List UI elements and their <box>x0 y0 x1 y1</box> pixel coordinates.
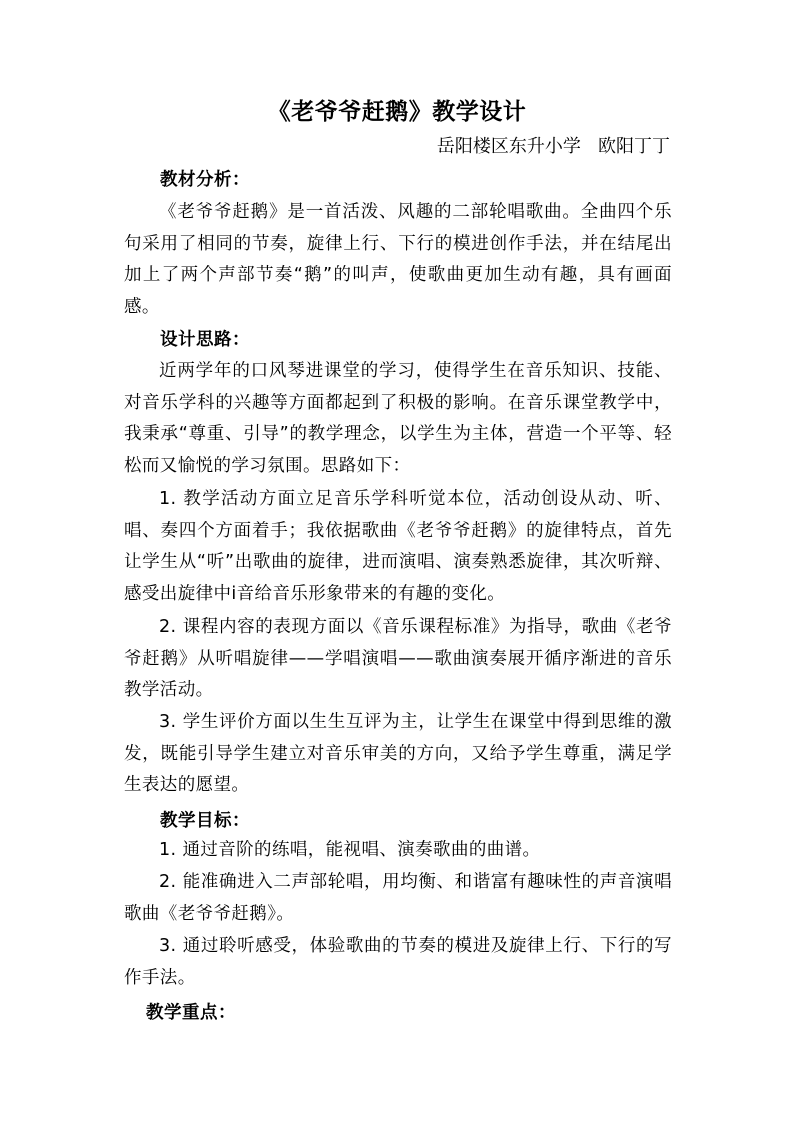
section-heading-analysis: 教材分析： <box>160 170 250 190</box>
document-title: 《老爷爷赶鹅》教学设计 <box>267 99 527 125</box>
author-line: 岳阳楼区东升小学 欧阳丁丁 <box>436 136 670 157</box>
paragraph-goal-2: 2. 能准确进入二声部轮唱，用均衡、和谐富有趣味性的声音演唱歌曲《老爷爷赶鹅》。 <box>124 872 672 924</box>
paragraph-goal-1: 1. 通过音阶的练唱，能视唱、演奏歌曲的曲谱。 <box>159 840 541 860</box>
paragraph-design-point-1: 1. 教学活动方面立足音乐学科听觉本位，活动创设从动、听、唱、奏四个方面着手；我依据歌曲《老爷爷赶鹅》的旋律特点，首先让学生从“听”出歌曲的旋律，进而演唱、演奏熟悉旋律，其次听辩、感受出旋律中i音给音乐形象带来的有趣的变化。 <box>124 489 672 604</box>
paragraph-design-point-2: 2. 课程内容的表现方面以《音乐课程标准》为指导，歌曲《老爷爷赶鹅》从听唱旋律——学唱演唱——歌曲演奏展开循序渐进的音乐教学活动。 <box>124 617 672 700</box>
paragraph-design-intro: 近两学年的口风琴进课堂的学习，使得学生在音乐知识、技能、对音乐学科的兴趣等方面都起到了积极的影响。在音乐课堂教学中，我秉承“尊重、引导”的教学理念，以学生为主体，营造一个平等、轻松而又愉悦的学习氛围。思路如下： <box>124 361 672 476</box>
section-heading-design: 设计思路： <box>160 330 250 350</box>
paragraph-design-point-3: 3. 学生评价方面以生生互评为主，让学生在课堂中得到思维的激发，既能引导学生建立对音乐审美的方向，又给予学生尊重，满足学生表达的愿望。 <box>124 712 672 795</box>
section-heading-key-points: 教学重点： <box>146 1003 236 1023</box>
section-heading-goals: 教学目标： <box>160 811 250 831</box>
paragraph-goal-3: 3. 通过聆听感受，体验歌曲的节奏的模进及旋律上行、下行的写作手法。 <box>124 936 672 988</box>
paragraph-analysis: 《老爷爷赶鹅》是一首活泼、风趣的二部轮唱歌曲。全曲四个乐句采用了相同的节奏，旋律上行、下行的模进创作手法，并在结尾出加上了两个声部节奏“鹅”的叫声，使歌曲更加生动有趣，具有画面感。 <box>124 202 672 317</box>
